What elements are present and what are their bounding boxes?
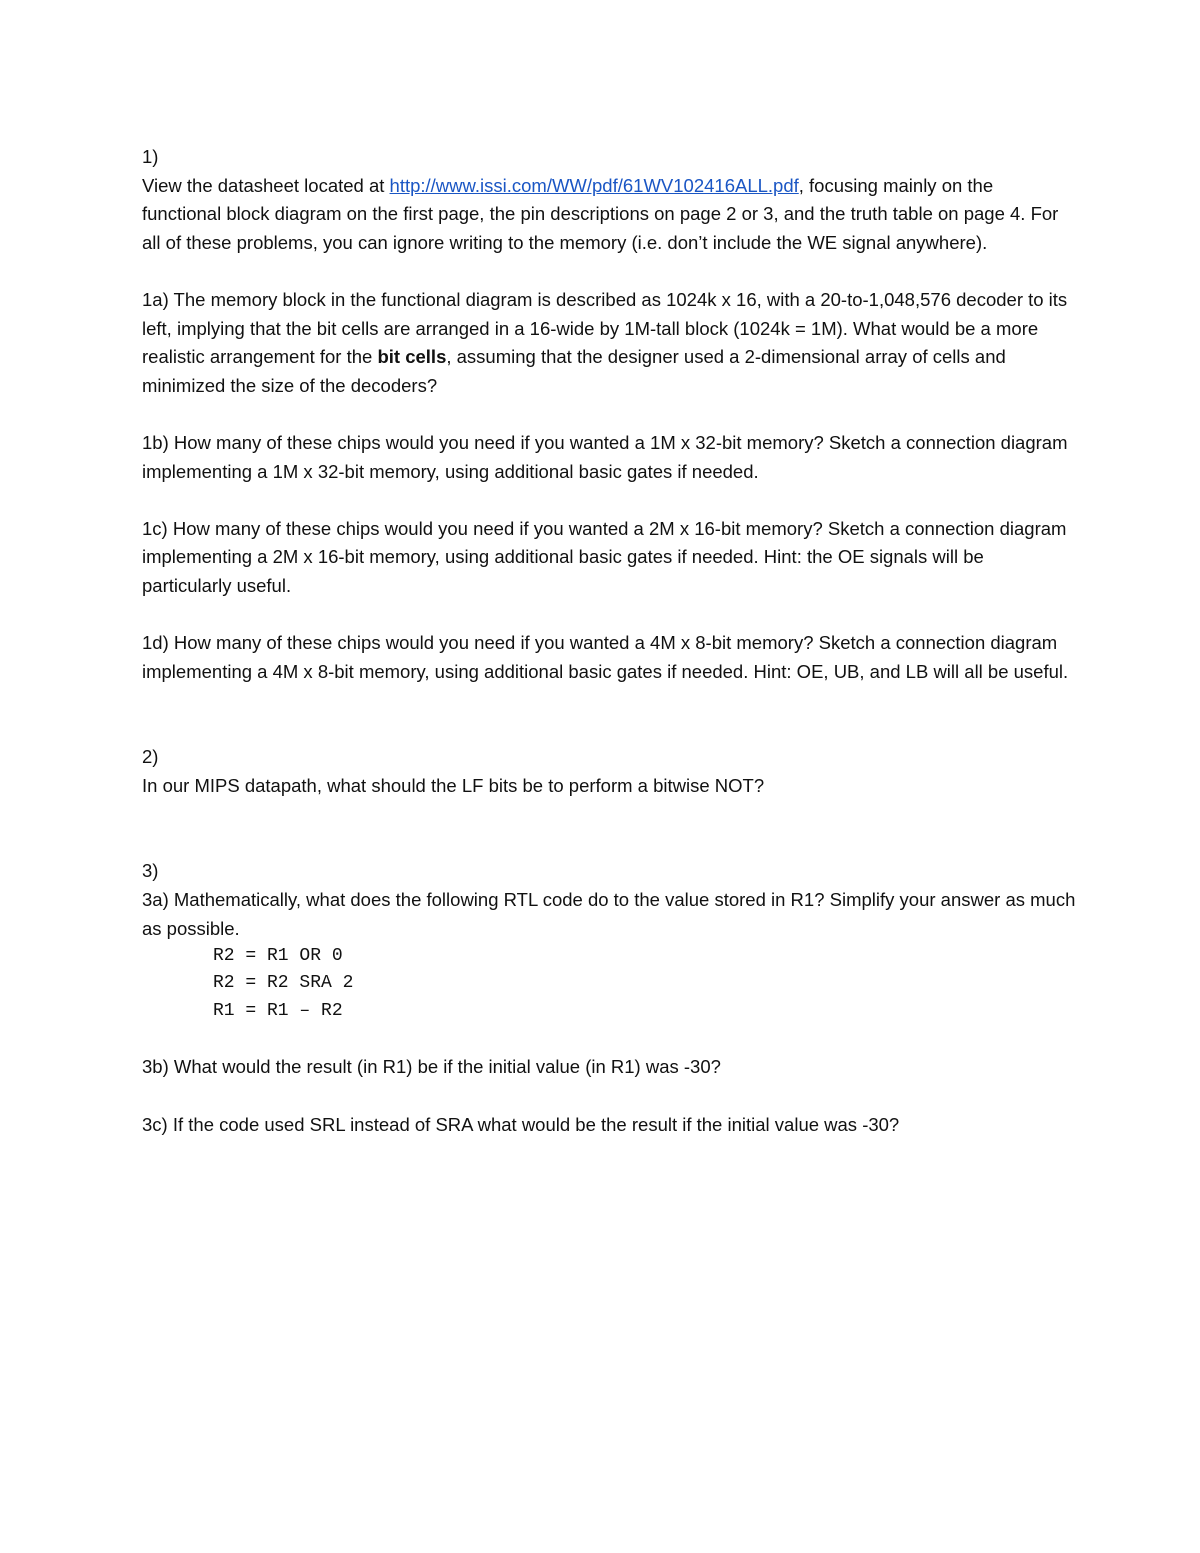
- question-1d-label: 1d): [142, 632, 169, 654]
- question-1b: [142, 429, 1077, 486]
- question-1c-text: How many of these chips would you need if you wanted a 2M x 16-bit memory? Sketch a connection diagram implementing a 2M x 16-bit memory, using additional basic gates if needed. Hint: the OE signals will be particularly useful.: [142, 517, 1067, 596]
- question-1d: [142, 629, 1077, 686]
- question-3a: [142, 886, 1077, 943]
- question-3a-label: 3a): [142, 889, 169, 911]
- question-3b: [142, 1053, 1077, 1082]
- document-content: [142, 143, 1077, 1139]
- question-1b-label: 1b): [142, 431, 169, 453]
- rtl-code-line: R1 = R1 – R2: [213, 1000, 343, 1021]
- rtl-code-line: R2 = R1 OR 0: [213, 946, 343, 967]
- question-1-intro: [142, 172, 1077, 258]
- question-1c: [142, 515, 1077, 601]
- question-1c-label: 1c): [142, 517, 168, 539]
- question-1a: [142, 286, 1077, 400]
- question-3c-text: If the code used SRL instead of SRA what would be the result if the initial value was -30?: [167, 1113, 900, 1135]
- question-2-text: In our MIPS datapath, what should the LF bits be to perform a bitwise NOT?: [142, 774, 765, 796]
- question-1a-bold-term: bit cells: [377, 346, 447, 368]
- question-3c-label: 3c): [142, 1113, 168, 1135]
- question-3b-label: 3b): [142, 1056, 169, 1078]
- question-2-heading: 2): [142, 746, 159, 768]
- question-3a-text: Mathematically, what does the following RTL code do to the value stored in R1? Simplify your answer as much as possible.: [142, 889, 1076, 939]
- question-3c: [142, 1111, 1077, 1140]
- datasheet-link[interactable]: http://www.issi.com/WW/pdf/61WV102416ALL.pdf: [389, 174, 799, 196]
- question-1d-text: How many of these chips would you need if you wanted a 4M x 8-bit memory? Sketch a connection diagram implementing a 4M x 8-bit memory, using additional basic gates if needed. Hint: OE, UB, and LB will all be useful.: [142, 632, 1069, 682]
- rtl-code-line: R2 = R2 SRA 2: [213, 973, 354, 994]
- question-1a-text-end: , assuming that the designer used a 2-dimensional array of cells and minimized the size of the decoders?: [142, 346, 1006, 396]
- intro-text-end: , focusing mainly on the functional block diagram on the first page, the pin descriptions on page 2 or 3, and the truth table on page 4. For all of these problems, you can ignore writing to the memory (i.e. don’t include the WE signal anywhere).: [142, 174, 1059, 253]
- question-1a-text-start: The memory block in the functional diagram is described as 1024k x 16, with a 20-to-1,048,576 decoder to its left, implying that the bit cells are arranged in a 16-wide by 1M-tall block (1024k = 1M). What would be a more realistic arrangement for the: [142, 288, 1068, 368]
- question-3b-text: What would the result (in R1) be if the initial value (in R1) was -30?: [168, 1056, 721, 1078]
- question-1a-label: 1a): [142, 288, 169, 310]
- question-3-heading: 3): [142, 860, 159, 882]
- question-1b-text: How many of these chips would you need if you wanted a 1M x 32-bit memory? Sketch a connection diagram implementing a 1M x 32-bit memory, using additional basic gates if needed.: [142, 431, 1068, 482]
- intro-text-start: View the datasheet located at: [142, 174, 390, 196]
- question-1-heading: 1): [142, 146, 159, 167]
